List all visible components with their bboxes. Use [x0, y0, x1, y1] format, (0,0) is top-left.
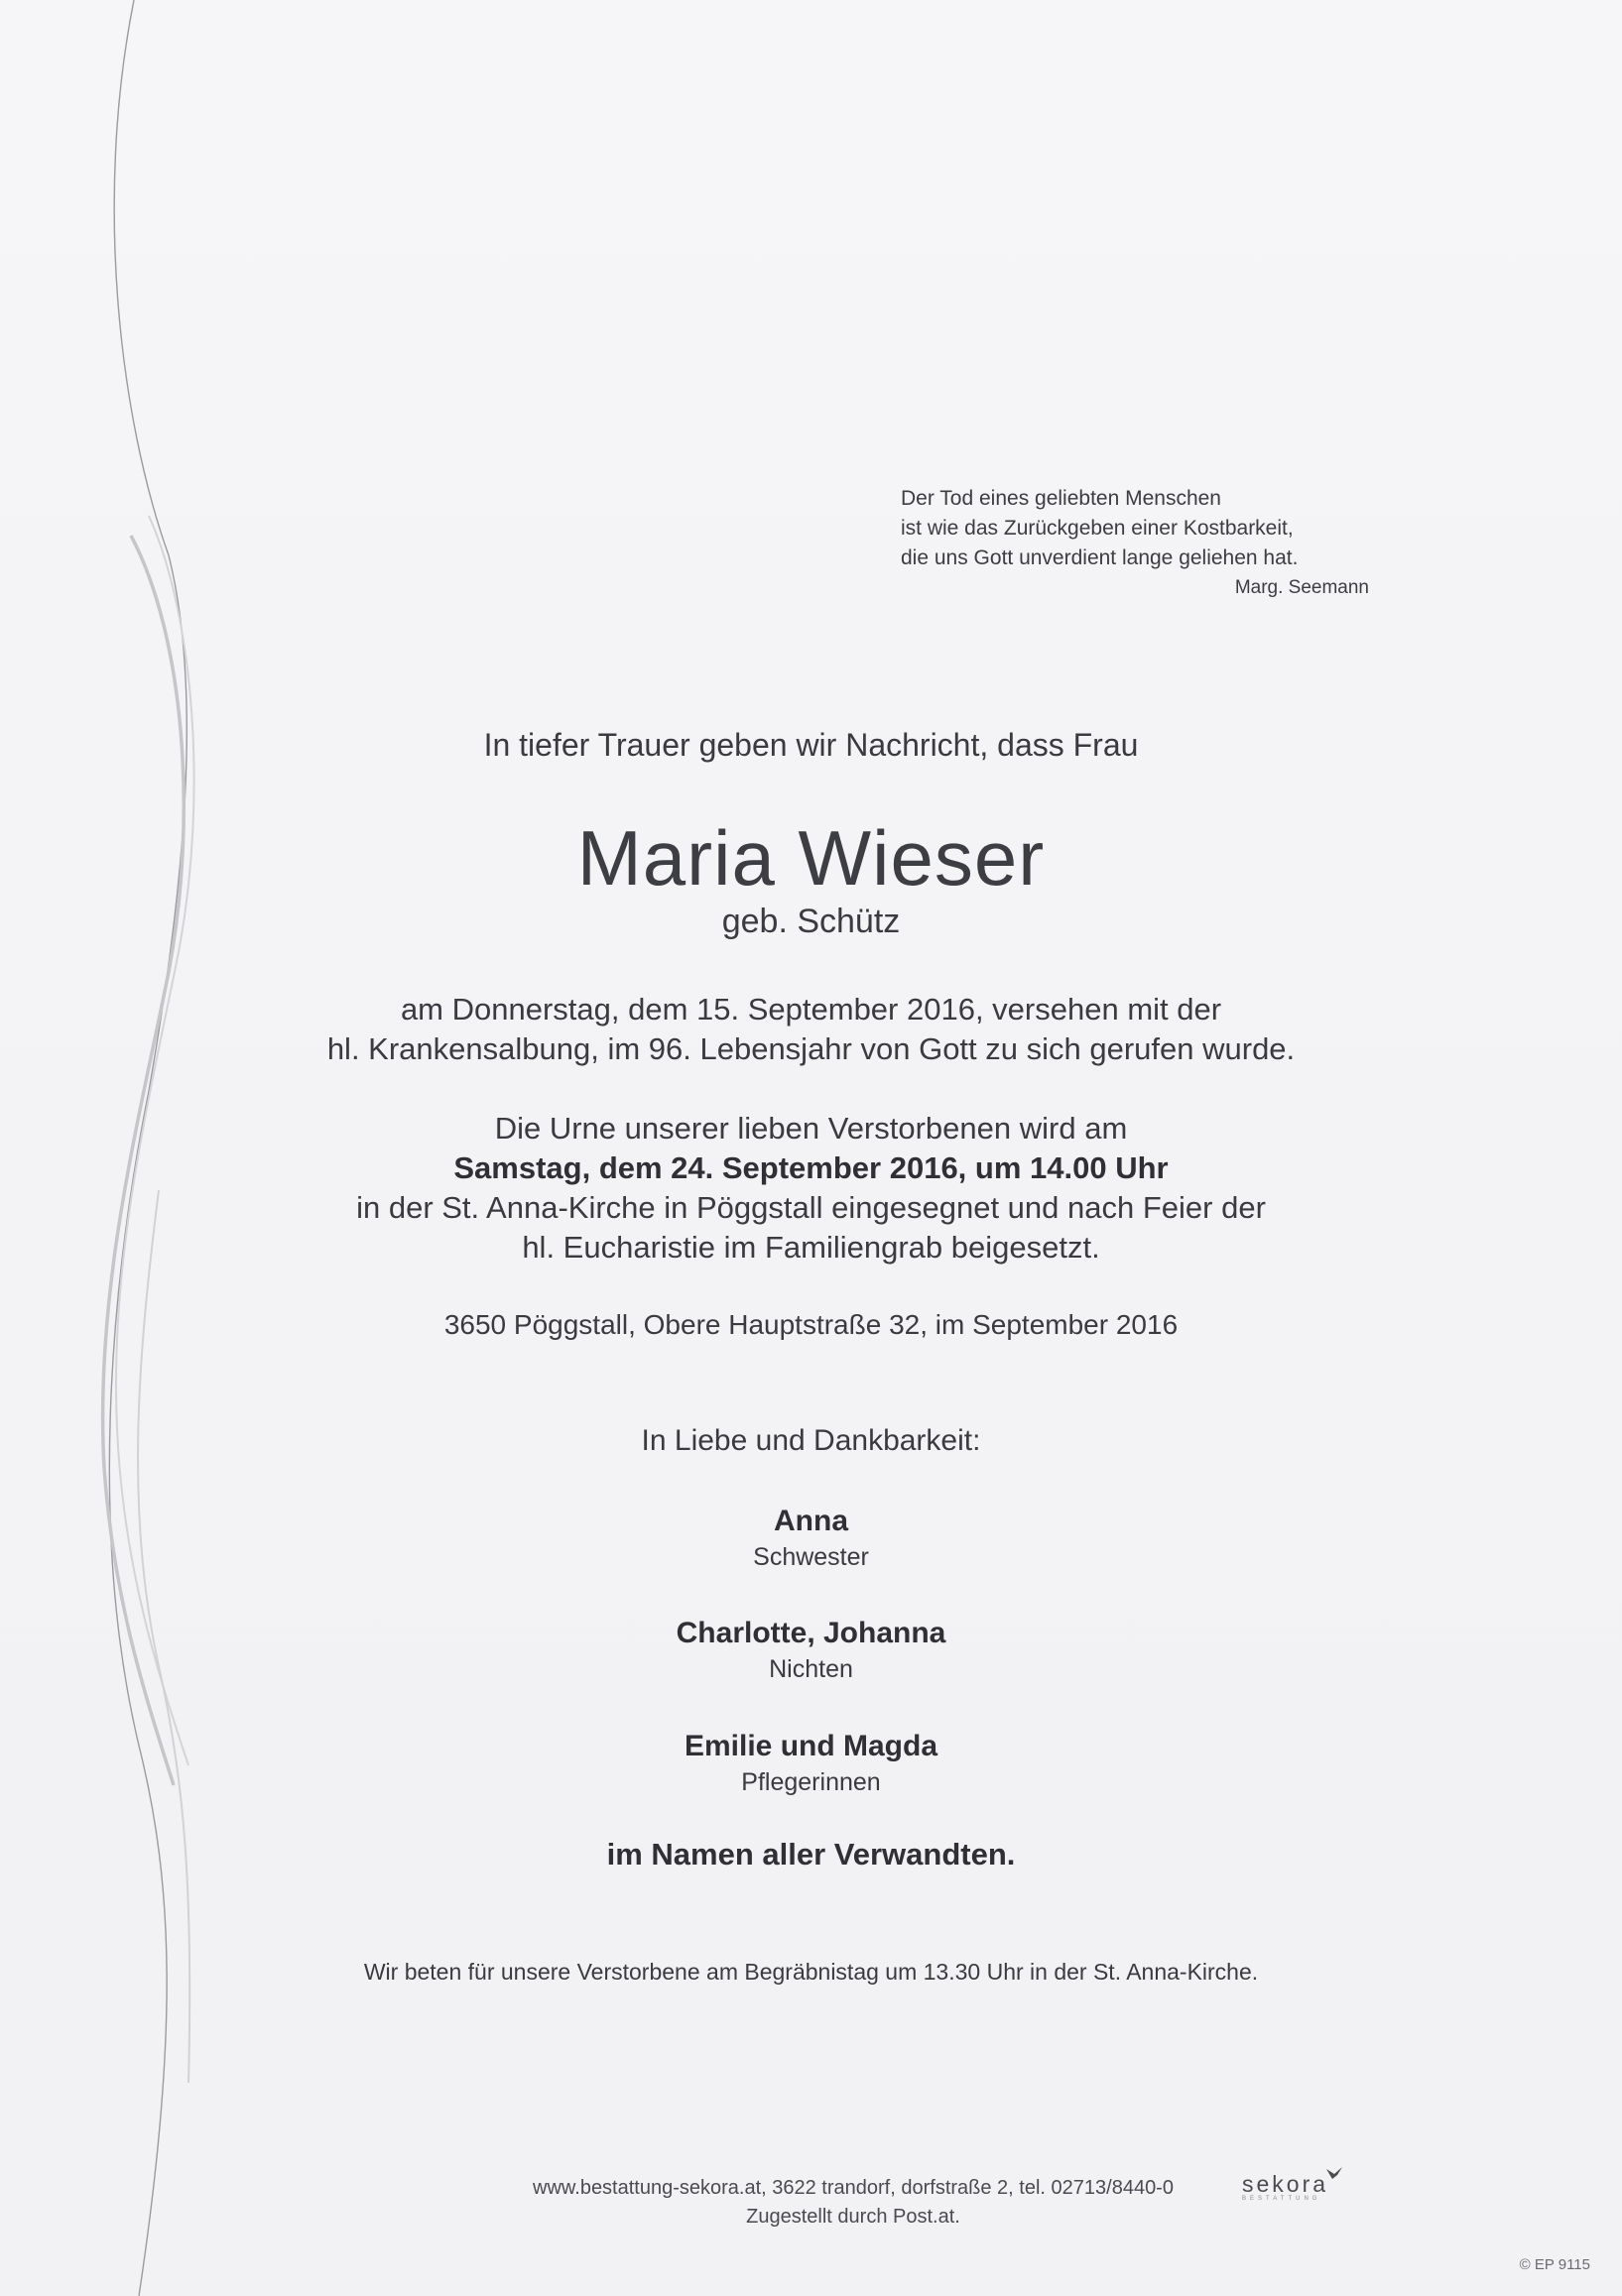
- footer-delivery: Zugestellt durch Post.at.: [746, 2206, 960, 2228]
- mourner-entry: [0, 1503, 1622, 1574]
- birth-name: geb. Schütz: [721, 903, 901, 940]
- passing-text: [0, 990, 1622, 1069]
- closing-line: im Namen aller Verwandten.: [606, 1837, 1016, 1872]
- logo-text: sekora: [1242, 2171, 1329, 2197]
- quote-line: die uns Gott unverdient lange geliehen hat.: [901, 546, 1299, 569]
- bird-icon: [1324, 2165, 1344, 2181]
- mourner-name: Charlotte, Johanna: [676, 1617, 946, 1649]
- burial-line: hl. Eucharistie im Familiengrab beigesetzt.: [522, 1230, 1100, 1265]
- quote-author: Marg. Seemann: [1234, 577, 1369, 598]
- burial-line: in der St. Anna-Kirche in Pöggstall eingesegnet und nach Feier der: [356, 1190, 1266, 1225]
- quote-block: [901, 484, 1377, 603]
- sekora-logo: [1242, 2171, 1328, 2202]
- mourner-relation: Nichten: [769, 1655, 853, 1683]
- burial-date: Samstag, dem 24. September 2016, um 14.00 Uhr: [453, 1150, 1169, 1185]
- intro-text: In tiefer Trauer geben wir Nachricht, dass Frau: [483, 727, 1139, 763]
- mourner-relation: Schwester: [753, 1543, 869, 1571]
- burial-line: Die Urne unserer lieben Verstorbenen wird am: [494, 1111, 1128, 1146]
- address-line: 3650 Pöggstall, Obere Hauptstraße 32, im September 2016: [443, 1309, 1179, 1340]
- mourner-name: Emilie und Magda: [684, 1730, 938, 1762]
- document-code: © EP 9115: [1519, 2256, 1590, 2273]
- mourner-name: Anna: [774, 1505, 848, 1537]
- mourner-relation: Pflegerinnen: [741, 1768, 881, 1796]
- footer-contact: [486, 2174, 1220, 2232]
- mourners-heading: In Liebe und Dankbarkeit:: [641, 1424, 981, 1457]
- passing-line: hl. Krankensalbung, im 96. Lebensjahr von Gott zu sich gerufen wurde.: [326, 1031, 1296, 1066]
- deceased-name: Maria Wieser: [576, 814, 1046, 902]
- logo-subtext: BESTATTUNG: [1242, 2196, 1321, 2202]
- footer-address: www.bestattung-sekora.at, 3622 trandorf, dorfstraße 2, tel. 02713/8440-0: [533, 2177, 1174, 2199]
- mourner-entry: [0, 1615, 1622, 1686]
- quote-line: Der Tod eines geliebten Menschen: [901, 487, 1221, 510]
- passing-line: am Donnerstag, dem 15. September 2016, versehen mit der: [400, 992, 1222, 1027]
- mourner-entry: [0, 1728, 1622, 1799]
- quote-line: ist wie das Zurückgeben einer Kostbarkeit,: [901, 517, 1294, 540]
- prayer-note: Wir beten für unsere Verstorbene am Begräbnistag um 13.30 Uhr in der St. Anna-Kirche.: [363, 1959, 1259, 1985]
- burial-text: [0, 1109, 1622, 1268]
